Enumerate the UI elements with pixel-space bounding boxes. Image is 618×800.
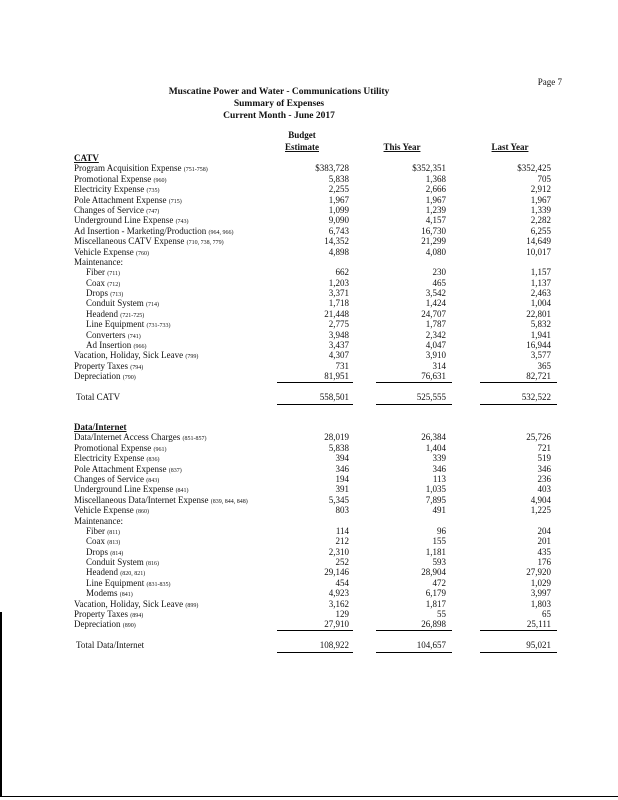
table-row [74, 174, 554, 184]
total-rule [480, 404, 557, 405]
total-rule [277, 404, 353, 405]
row-account-code: (712) [107, 281, 121, 288]
this-year-value: 491 [432, 505, 446, 516]
table-row [74, 267, 554, 277]
row-account-code: (820, 821) [120, 571, 146, 578]
this-year-value: 55 [437, 609, 446, 620]
report-subtitle: Summary of Expenses [233, 99, 325, 109]
budget-value: 391 [335, 484, 349, 495]
row-label-text: Maintenance: [74, 515, 123, 526]
this-year-value: 346 [432, 463, 446, 474]
section-title: CATV [74, 153, 99, 163]
row-label-text: Coax [86, 277, 105, 288]
this-year-value: 1,787 [425, 319, 446, 330]
budget-value: 346 [335, 463, 349, 474]
table-row [74, 464, 554, 474]
budget-value: 2,255 [328, 184, 349, 195]
scan-border-left [0, 612, 2, 797]
total-last-year-value: 532,522 [521, 391, 551, 402]
table-row [74, 619, 554, 629]
row-label-text: Pole Attachment Expense [74, 463, 167, 474]
last-year-value: 346 [537, 463, 551, 474]
last-year-value: 435 [537, 546, 551, 557]
last-year-value: 1,941 [530, 329, 551, 340]
budget-value: 454 [335, 577, 349, 588]
row-label-text: Changes of Service [74, 204, 144, 215]
table-row [74, 484, 554, 494]
last-year-value: 705 [537, 173, 551, 184]
total-budget-value: 558,501 [319, 391, 349, 402]
budget-value: 1,099 [328, 204, 349, 215]
this-year-value: 6,179 [425, 588, 446, 599]
table-row [74, 547, 554, 557]
column-header-estimate: Estimate [285, 142, 319, 152]
last-year-value: 1,339 [530, 204, 551, 215]
row-label-text: Ad Insertion [86, 340, 132, 351]
this-year-value: 155 [432, 536, 446, 547]
budget-value: 81,951 [324, 371, 349, 382]
table-row [74, 236, 554, 246]
column-header-this-year: This Year [383, 142, 421, 152]
row-account-code: (816) [146, 561, 160, 568]
row-account-code: (899) [185, 602, 199, 609]
row-account-code: (735) [146, 188, 160, 195]
report-period: Current Month - June 2017 [223, 111, 335, 121]
this-year-value: 593 [432, 557, 446, 568]
last-year-value: 6,255 [530, 225, 551, 236]
this-year-value: 4,157 [425, 215, 446, 226]
table-row [74, 205, 554, 215]
table-row [74, 163, 554, 173]
last-year-value: 10,017 [526, 246, 551, 257]
section-title: Data/Internet [74, 421, 127, 432]
row-label-text: Drops [86, 288, 108, 299]
table-row [74, 330, 554, 340]
table-row [74, 443, 554, 453]
row-account-code: (790) [122, 375, 136, 382]
budget-value: 129 [335, 609, 349, 620]
last-year-value: 25,726 [526, 432, 551, 443]
last-year-value: 1,967 [530, 194, 551, 205]
budget-value: 114 [335, 525, 349, 536]
budget-value: 194 [335, 473, 349, 484]
total-rule [376, 404, 452, 405]
table-row [74, 309, 554, 319]
budget-value: 2,775 [328, 319, 349, 330]
this-year-value: 1,368 [425, 173, 446, 184]
this-year-value: 1,181 [425, 546, 446, 557]
budget-value: 3,948 [328, 329, 349, 340]
row-account-code: (814) [110, 550, 124, 557]
row-label-text: Line Equipment [86, 577, 145, 588]
budget-value: 1,718 [328, 298, 349, 309]
last-year-value: 1,157 [530, 267, 551, 278]
last-year-value: 27,920 [526, 567, 551, 578]
row-label [74, 516, 123, 526]
this-year-value: 1,817 [425, 598, 446, 609]
budget-value: 14,352 [324, 236, 349, 247]
table-row [74, 453, 554, 463]
row-label-text: Vehicle Expense [74, 505, 134, 516]
budget-value: 3,371 [328, 288, 349, 299]
row-account-code: (860) [135, 509, 149, 516]
row-account-code: (811) [107, 529, 121, 536]
table-row [74, 432, 554, 442]
table-row [74, 609, 554, 619]
row-label-text: Line Equipment [86, 319, 145, 330]
this-year-value: 4,080 [425, 246, 446, 257]
row-account-code: (711) [107, 271, 121, 278]
row-label-text: Ad Insertion - Marketing/Production [74, 225, 207, 236]
row-label [74, 257, 123, 267]
budget-value: 4,307 [328, 350, 349, 361]
last-year-value: 5,832 [530, 319, 551, 330]
column-header-budget: Budget [288, 130, 316, 140]
report-title: Muscatine Power and Water - Communications Utility [168, 87, 390, 97]
budget-value: 252 [335, 557, 349, 568]
budget-value: 4,898 [328, 246, 349, 257]
table-row [74, 567, 554, 577]
row-label-text: Program Acquisition Expense [74, 163, 182, 174]
total-last-year-value: 95,021 [526, 639, 551, 650]
row-label-text: Fiber [86, 525, 105, 536]
row-label-text: Drops [86, 546, 108, 557]
row-label-text: Modems [86, 588, 118, 599]
this-year-value: 230 [432, 267, 446, 278]
this-year-value: 3,910 [425, 350, 446, 361]
this-year-value: 1,967 [425, 194, 446, 205]
this-year-value: 26,384 [421, 432, 446, 443]
row-account-code: (741) [127, 333, 141, 340]
this-year-value: 472 [432, 577, 446, 588]
this-year-value: 465 [432, 277, 446, 288]
row-account-code: (760) [135, 250, 149, 257]
subtotal-rule [277, 630, 353, 631]
row-account-code: (713) [110, 292, 124, 299]
row-account-code: (837) [168, 467, 182, 474]
row-label-text: Promotional Expense [74, 442, 152, 453]
this-year-value: 1,404 [425, 442, 446, 453]
budget-value: 6,743 [328, 225, 349, 236]
last-year-value: 721 [537, 442, 551, 453]
row-account-code: (836) [146, 457, 160, 464]
row-account-code: (794) [130, 364, 144, 371]
row-label-text: Headend [86, 567, 118, 578]
spacer [74, 412, 554, 422]
this-year-value: 21,299 [421, 236, 446, 247]
row-account-code: (731-733) [146, 323, 171, 330]
last-year-value: 1,029 [530, 577, 551, 588]
row-account-code: (714) [146, 302, 160, 309]
table-row [74, 588, 554, 598]
row-label-text: Converters [86, 329, 126, 340]
row-label-text: Property Taxes [74, 609, 128, 620]
row-label-text: Vacation, Holiday, Sick Leave [74, 598, 184, 609]
row-label-text: Data/Internet Access Charges [74, 432, 181, 443]
this-year-value: 113 [432, 473, 446, 484]
row-account-code: (715) [168, 198, 182, 205]
total-label: Total Data/Internet [76, 639, 145, 650]
total-budget-value: 108,922 [319, 639, 349, 650]
row-account-code: (964, 966) [208, 229, 234, 236]
subtotal-rule [480, 630, 557, 631]
row-account-code: (831-835) [146, 581, 171, 588]
row-account-code: (747) [146, 208, 160, 215]
row-label [74, 619, 136, 631]
subtotal-rule [376, 630, 452, 631]
row-label-text: Maintenance: [74, 256, 123, 267]
total-rule [376, 652, 452, 653]
row-account-code: (743) [175, 219, 189, 226]
this-year-value: 16,730 [421, 225, 446, 236]
row-label-text: Underground Line Expense [74, 215, 174, 226]
last-year-value: 204 [537, 525, 551, 536]
row-label-text: Headend [86, 308, 118, 319]
last-year-value: 2,912 [530, 184, 551, 195]
budget-value: $383,728 [315, 163, 349, 174]
last-year-value: 519 [537, 453, 551, 464]
last-year-value: 3,577 [530, 350, 551, 361]
this-year-value: 4,047 [425, 340, 446, 351]
row-account-code: (961) [153, 446, 167, 453]
row-label-text: Depreciation [74, 371, 121, 382]
this-year-value: 1,239 [425, 204, 446, 215]
table-row [74, 257, 554, 267]
table-row [74, 226, 554, 236]
row-account-code: (813) [107, 540, 121, 547]
row-account-code: (841) [175, 488, 189, 495]
table-row [74, 371, 554, 381]
last-year-value: 1,803 [530, 598, 551, 609]
this-year-value: 314 [432, 360, 446, 371]
last-year-value: 3,997 [530, 588, 551, 599]
table-row [74, 505, 554, 515]
budget-value: 9,090 [328, 215, 349, 226]
section-header [74, 153, 554, 163]
table-row [74, 526, 554, 536]
budget-value: 731 [335, 360, 349, 371]
subtotal-rule [277, 382, 353, 383]
row-label-text: Depreciation [74, 619, 121, 630]
budget-value: 3,162 [328, 598, 349, 609]
table-row [74, 578, 554, 588]
table-row [74, 184, 554, 194]
row-label-text: Property Taxes [74, 360, 128, 371]
last-year-value: 2,463 [530, 288, 551, 299]
this-year-value: 24,707 [421, 308, 446, 319]
budget-value: 27,910 [324, 619, 349, 630]
table-row [74, 557, 554, 567]
last-year-value: 403 [537, 484, 551, 495]
row-label-text: Changes of Service [74, 473, 144, 484]
last-year-value: 2,282 [530, 215, 551, 226]
total-row [74, 640, 554, 650]
row-label-text: Vehicle Expense [74, 246, 134, 257]
budget-value: 29,146 [324, 567, 349, 578]
row-account-code: (890) [122, 623, 136, 630]
this-year-value: $352,351 [412, 163, 446, 174]
last-year-value: 22,801 [526, 308, 551, 319]
table-row [74, 288, 554, 298]
table-row [74, 536, 554, 546]
total-this-year-value: 525,555 [416, 391, 446, 402]
row-account-code: (721-725) [120, 312, 145, 319]
column-header-last-year: Last Year [491, 142, 529, 152]
budget-value: 394 [335, 453, 349, 464]
last-year-value: 65 [542, 609, 551, 620]
total-label: Total CATV [76, 391, 121, 402]
this-year-value: 76,631 [421, 371, 446, 382]
row-account-code: (710, 738, 779) [186, 240, 224, 247]
budget-value: 3,437 [328, 340, 349, 351]
budget-value: 212 [335, 536, 349, 547]
row-account-code: (894) [130, 613, 144, 620]
row-account-code: (841) [119, 592, 133, 599]
expense-table [74, 153, 554, 660]
last-year-value: 1,225 [530, 505, 551, 516]
row-label-text: Pole Attachment Expense [74, 194, 167, 205]
last-year-value: 16,944 [526, 340, 551, 351]
row-label [74, 371, 136, 383]
last-year-value: 82,721 [526, 371, 551, 382]
row-label-text: Miscellaneous Data/Internet Expense [74, 494, 209, 505]
row-label-text: Conduit System [86, 557, 144, 568]
this-year-value: 26,898 [421, 619, 446, 630]
table-row [74, 599, 554, 609]
total-row [74, 392, 554, 402]
this-year-value: 2,666 [425, 184, 446, 195]
this-year-value: 2,342 [425, 329, 446, 340]
row-label-text: Promotional Expense [74, 173, 152, 184]
this-year-value: 339 [432, 453, 446, 464]
table-row [74, 247, 554, 257]
last-year-value: 4,904 [530, 494, 551, 505]
budget-value: 5,838 [328, 442, 349, 453]
row-account-code: (751-758) [183, 167, 208, 174]
this-year-value: 3,542 [425, 288, 446, 299]
row-label-text: Fiber [86, 267, 105, 278]
table-row [74, 361, 554, 371]
table-row [74, 319, 554, 329]
this-year-value: 1,035 [425, 484, 446, 495]
row-label-text: Miscellaneous CATV Expense [74, 236, 185, 247]
row-label-text: Coax [86, 536, 105, 547]
table-row [74, 516, 554, 526]
last-year-value: 176 [537, 557, 551, 568]
row-label-text: Electricity Expense [74, 453, 145, 464]
last-year-value: 236 [537, 473, 551, 484]
last-year-value: 1,004 [530, 298, 551, 309]
last-year-value: 1,137 [530, 277, 551, 288]
scan-border-bottom [0, 796, 618, 797]
last-year-value: 25,111 [526, 619, 551, 630]
last-year-value: 365 [537, 360, 551, 371]
budget-value: 28,019 [324, 432, 349, 443]
row-account-code: (799) [185, 354, 199, 361]
budget-value: 1,967 [328, 194, 349, 205]
this-year-value: 96 [437, 525, 446, 536]
budget-value: 4,923 [328, 588, 349, 599]
budget-value: 2,310 [328, 546, 349, 557]
section-header [74, 422, 554, 432]
row-account-code: (960) [153, 177, 167, 184]
table-row [74, 298, 554, 308]
row-label-text: Conduit System [86, 298, 144, 309]
last-year-value: 201 [537, 536, 551, 547]
last-year-value: $352,425 [517, 163, 551, 174]
total-rule [277, 652, 353, 653]
total-this-year-value: 104,657 [416, 639, 446, 650]
total-rule [480, 652, 557, 653]
row-label-text: Underground Line Expense [74, 484, 174, 495]
table-row [74, 340, 554, 350]
budget-value: 1,203 [328, 277, 349, 288]
table-row [74, 350, 554, 360]
row-account-code: (843) [146, 477, 160, 484]
subtotal-rule [480, 382, 557, 383]
row-account-code: (851-857) [182, 436, 207, 443]
budget-value: 5,838 [328, 173, 349, 184]
table-row [74, 215, 554, 225]
row-label-text: Electricity Expense [74, 184, 145, 195]
this-year-value: 28,904 [421, 567, 446, 578]
row-label-text: Vacation, Holiday, Sick Leave [74, 350, 184, 361]
budget-value: 21,448 [324, 308, 349, 319]
this-year-value: 7,895 [425, 494, 446, 505]
this-year-value: 1,424 [425, 298, 446, 309]
table-row [74, 495, 554, 505]
table-row [74, 278, 554, 288]
page-number: Page 7 [537, 77, 562, 87]
budget-value: 5,345 [328, 494, 349, 505]
subtotal-rule [376, 382, 452, 383]
table-row [74, 474, 554, 484]
row-account-code: (839, 844, 848) [210, 498, 248, 505]
budget-value: 662 [335, 267, 349, 278]
budget-value: 803 [335, 505, 349, 516]
last-year-value: 14,649 [526, 236, 551, 247]
table-row [74, 195, 554, 205]
row-account-code: (966) [133, 344, 147, 351]
